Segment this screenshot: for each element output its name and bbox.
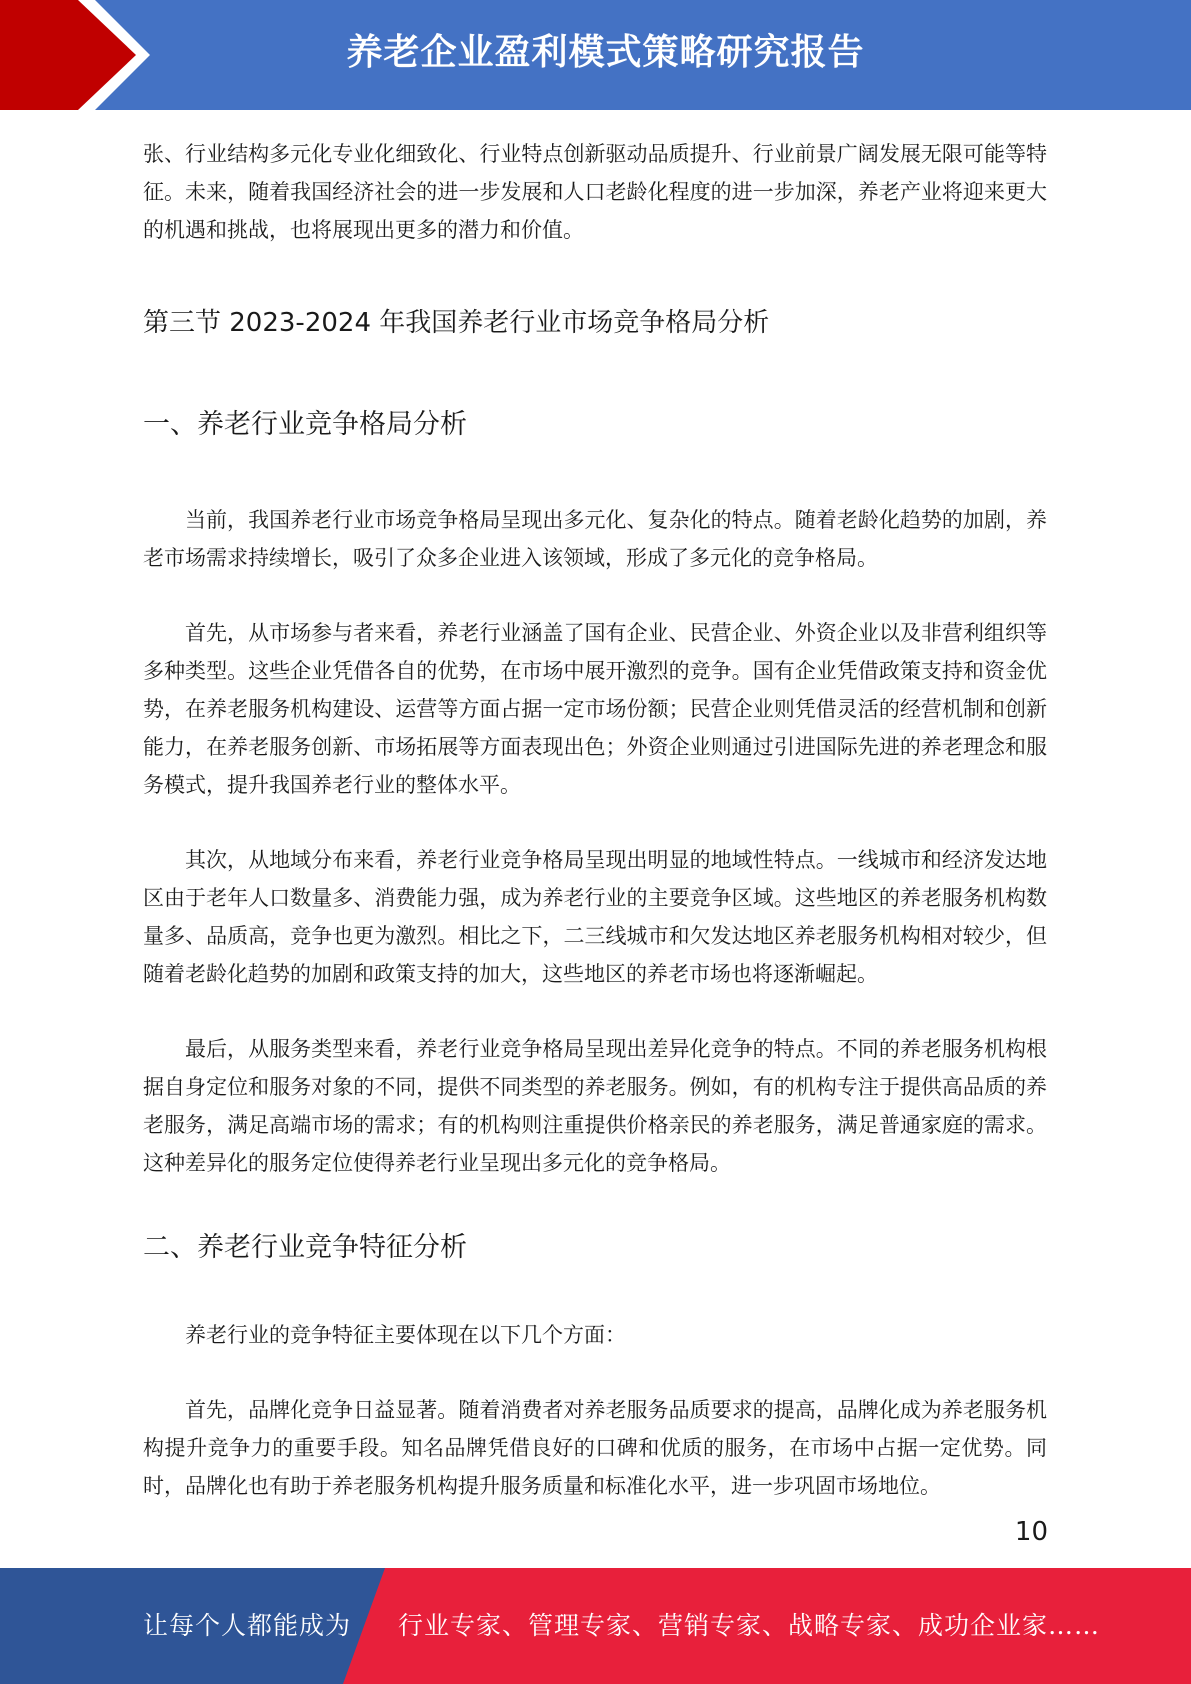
page-content bbox=[143, 135, 1047, 1505]
paragraph: 首先，从市场参与者来看，养老行业涵盖了国有企业、民营企业、外资企业以及非营利组织等多种类型。这些企业凭借各自的优势，在市场中展开激烈的竞争。国有企业凭借政策支持和资金优势，在养老服务机构建设、运营等方面占据一定市场份额；民营企业则凭借灵活的经营机制和创新能力，在养老服务创新、市场拓展等方面表现出色；外资企业则通过引进国际先进的养老理念和服务模式，提升我国养老行业的整体水平。 bbox=[143, 621, 1047, 797]
paragraph: 养老行业的竞争特征主要体现在以下几个方面： bbox=[185, 1323, 626, 1347]
section-heading: 第三节 2023-2024 年我国养老行业市场竞争格局分析 bbox=[143, 308, 770, 338]
paragraph: 首先，品牌化竞争日益显著。随着消费者对养老服务品质要求的提高，品牌化成为养老服务机构提升竞争力的重要手段。知名品牌凭借良好的口碑和优质的服务，在市场中占据一定优势。同时，品牌化也有助于养老服务机构提升服务质量和标准化水平，进一步巩固市场地位。 bbox=[143, 1398, 1047, 1498]
report-title: 养老企业盈利模式策略研究报告 bbox=[346, 32, 865, 73]
footer-slogan-left: 让每个人都能成为 bbox=[143, 1611, 352, 1640]
paragraph: 其次，从地域分布来看，养老行业竞争格局呈现出明显的地域性特点。一线城市和经济发达地区由于老年人口数量多、消费能力强，成为养老行业的主要竞争区域。这些地区的养老服务机构数量多、品质高，竞争也更为激烈。相比之下，二三线城市和欠发达地区养老服务机构相对较少，但随着老龄化趋势的加剧和政策支持的加大，这些地区的养老市场也将逐渐崛起。 bbox=[143, 848, 1047, 986]
page-number: 10 bbox=[1014, 1517, 1048, 1547]
subsection-heading-1: 一、养老行业竞争格局分析 bbox=[143, 409, 467, 440]
footer-slogan-right: 行业专家、管理专家、营销专家、战略专家、成功企业家…… bbox=[398, 1611, 1101, 1640]
page-footer bbox=[0, 1568, 1191, 1684]
paragraph: 最后，从服务类型来看，养老行业竞争格局呈现出差异化竞争的特点。不同的养老服务机构根据自身定位和服务对象的不同，提供不同类型的养老服务。例如，有的机构专注于提供高品质的养老服务，满足高端市场的需求；有的机构则注重提供价格亲民的养老服务，满足普通家庭的需求。这种差异化的服务定位使得养老行业呈现出多元化的竞争格局。 bbox=[143, 1037, 1047, 1175]
page-header bbox=[0, 0, 1191, 110]
paragraph: 当前，我国养老行业市场竞争格局呈现出多元化、复杂化的特点。随着老龄化趋势的加剧，养老市场需求持续增长，吸引了众多企业进入该领域，形成了多元化的竞争格局。 bbox=[143, 508, 1047, 570]
intro-paragraph: 张、行业结构多元化专业化细致化、行业特点创新驱动品质提升、行业前景广阔发展无限可能等特征。未来，随着我国经济社会的进一步发展和人口老龄化程度的进一步加深，养老产业将迎来更大的机遇和挑战，也将展现出更多的潜力和价值。 bbox=[143, 142, 1047, 242]
subsection-heading-2: 二、养老行业竞争特征分析 bbox=[143, 1232, 467, 1263]
